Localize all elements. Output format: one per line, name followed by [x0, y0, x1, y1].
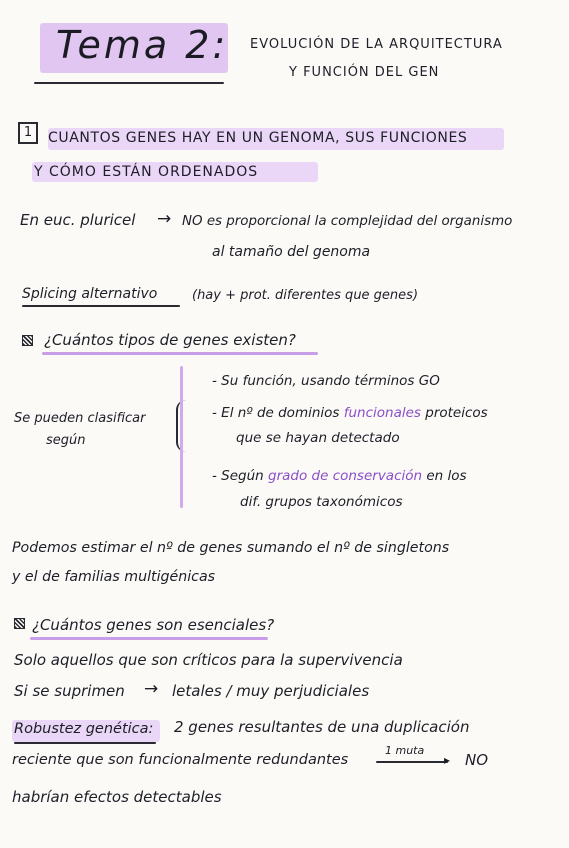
labeled-arrow-shaft	[376, 761, 448, 763]
classify-item2-line1	[212, 407, 488, 421]
classify-left-line2: según	[46, 433, 86, 448]
classify-item3-post: en los	[422, 468, 467, 484]
classify-item2-post: proteicos	[420, 405, 488, 421]
question1-underline	[42, 352, 318, 355]
section1-title-line2: Y CÓMO ESTÁN ORDENADOS	[34, 164, 259, 180]
essential-line1: Solo aquellos que son críticos para la supervivencia	[14, 651, 403, 669]
essential-line2-pre: Si se suprimen	[14, 682, 125, 700]
robustez-line1: 2 genes resultantes de una duplicación	[174, 718, 470, 736]
subtitle-line2: Y FUNCIÓN DEL GEN	[289, 65, 440, 80]
arrow-label: 1 muta	[385, 744, 425, 757]
right-arrow-icon: →	[157, 209, 172, 229]
splicing-underline	[22, 305, 180, 307]
euc-line1: NO es proporcional la complejidad del organismo	[182, 214, 513, 229]
question1-text: ¿Cuántos tipos de genes existen?	[44, 331, 296, 349]
splicing-note: (hay + prot. diferentes que genes)	[192, 288, 419, 303]
euc-line2: al tamaño del genoma	[212, 244, 371, 260]
estimate-line1: Podemos estimar el nº de genes sumando el nº de singletons	[12, 540, 450, 556]
question2-underline	[30, 637, 268, 640]
tema-title: Tema 2:	[56, 23, 229, 67]
estimate-line2: y el de familias multigénicas	[12, 569, 216, 585]
question2-text: ¿Cuántos genes son esenciales?	[32, 616, 275, 634]
classify-item3-pre: - Según	[212, 468, 269, 484]
section1-title-line1: CUANTOS GENES HAY EN UN GENOMA, SUS FUNCIONES	[48, 130, 468, 146]
tema-underline	[34, 82, 224, 84]
square-bullet-icon-2	[14, 618, 25, 629]
classify-left-line1: Se pueden clasificar	[14, 411, 146, 426]
classify-item3-line2: dif. grupos taxonómicos	[240, 494, 403, 510]
labeled-arrow-head-icon: ▸	[444, 753, 451, 767]
classify-item2-line2: que se hayan detectado	[236, 430, 400, 446]
classify-violet-line	[180, 366, 183, 508]
euc-lead: En euc. pluricel	[20, 211, 136, 229]
classify-item2-pre: - El nº de dominios	[212, 405, 344, 421]
essential-line2-post: letales / muy perjudiciales	[172, 682, 370, 700]
classify-item3-highlight: grado de conservación	[268, 468, 423, 484]
classify-item2-highlight: funcionales	[343, 405, 421, 421]
square-bullet-icon	[22, 335, 33, 346]
subtitle-line1: EVOLUCIÓN DE LA ARQUITECTURA	[250, 37, 503, 52]
robustez-line3: habrían efectos detectables	[12, 788, 222, 806]
robustez-underline	[14, 742, 156, 744]
robustez-line2-pre: reciente que son funcionalmente redundantes	[12, 752, 349, 768]
splicing-label: Splicing alternativo	[22, 286, 158, 302]
robustez-line2-post: NO	[465, 751, 489, 769]
robustez-label: Robustez genética:	[14, 721, 154, 737]
section-number-box: 1	[18, 122, 38, 144]
classify-item3-line1	[212, 470, 467, 484]
right-arrow-icon-2: →	[144, 679, 159, 699]
classify-item1: - Su función, usando términos GO	[212, 373, 440, 389]
